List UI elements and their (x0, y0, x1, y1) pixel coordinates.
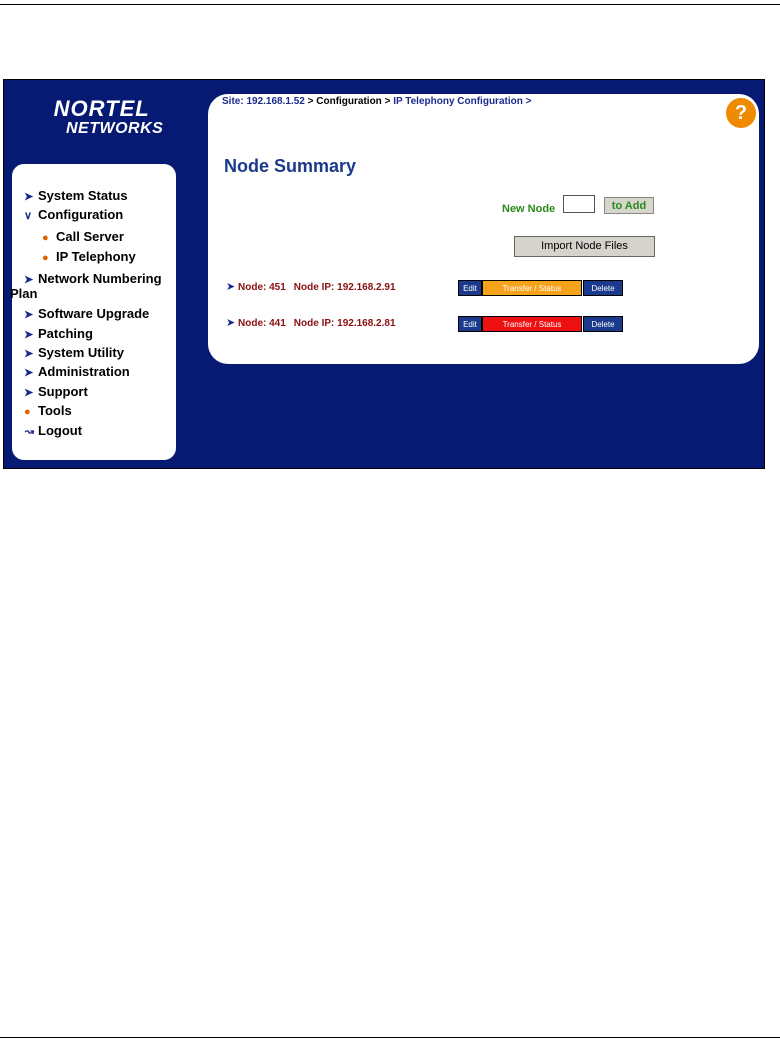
bullet-dot-icon: ● (42, 252, 49, 264)
transfer-status-button[interactable]: Transfer / Status (482, 316, 582, 332)
sidebar-item-system-status[interactable] (24, 188, 128, 203)
sidebar-item-patching[interactable] (24, 326, 93, 341)
sidebar-item-label: Patching (38, 326, 93, 341)
transfer-status-button[interactable]: Transfer / Status (482, 280, 582, 296)
sidebar-item-label: System Utility (38, 345, 124, 360)
node-info (238, 282, 396, 293)
sidebar-item-software-upgrade[interactable] (24, 306, 149, 321)
sidebar-item-call-server[interactable] (42, 229, 124, 244)
page-bottom-rule (0, 1037, 780, 1038)
sidebar-item-label: Software Upgrade (38, 306, 150, 321)
arrow-right-icon: ➤ (24, 274, 34, 286)
bullet-dot-icon: ● (24, 406, 31, 418)
new-node-input[interactable] (563, 195, 595, 213)
sidebar-nav (12, 164, 176, 460)
sidebar-item-label: Call Server (56, 229, 124, 244)
page-title: Node Summary (224, 156, 357, 176)
new-node-label: New Node (502, 203, 556, 215)
sidebar-item-administration[interactable] (24, 364, 130, 379)
node-info (238, 318, 396, 329)
edit-button[interactable]: Edit (458, 280, 482, 296)
breadcrumb-sep: > (381, 96, 394, 107)
node-number: Node: 441 (238, 318, 286, 329)
logo-line2: NETWORKS (66, 120, 164, 137)
logout-icon: ↝ (24, 426, 34, 438)
sidebar-item-tools[interactable] (24, 403, 72, 418)
app-window (3, 79, 765, 469)
sidebar-item-system-utility[interactable] (24, 345, 124, 360)
chevron-down-icon: ∨ (24, 210, 33, 222)
help-icon[interactable]: ? (726, 98, 756, 128)
import-node-files-button[interactable]: Import Node Files (514, 236, 655, 257)
node-row (226, 316, 646, 332)
sidebar-item-label: Administration (38, 364, 130, 379)
sidebar-item-support[interactable] (24, 384, 88, 399)
delete-button[interactable]: Delete (583, 316, 623, 332)
main-content (208, 94, 759, 364)
sidebar-item-label: Tools (38, 403, 72, 418)
edit-button[interactable]: Edit (458, 316, 482, 332)
sidebar-item-label: System Status (38, 188, 128, 203)
arrow-right-icon: ➤ (24, 191, 34, 203)
sidebar-item-label: Configuration (38, 207, 124, 222)
sidebar-item-configuration[interactable] (24, 207, 123, 222)
breadcrumb-configuration[interactable]: Configuration (316, 96, 382, 107)
nortel-logo (40, 98, 163, 138)
arrow-right-icon: ➤ (24, 348, 34, 360)
arrow-right-icon: ➤ (24, 309, 34, 321)
node-ip: Node IP: 192.168.2.81 (293, 318, 396, 329)
arrow-right-icon: ➤ (24, 367, 34, 379)
delete-button[interactable]: Delete (583, 280, 623, 296)
arrow-right-icon: ➤ (24, 387, 34, 399)
breadcrumb-sep: > (304, 96, 317, 107)
breadcrumb-sep: > (522, 96, 532, 107)
breadcrumb-ip-telephony[interactable]: IP Telephony Configuration (393, 96, 523, 107)
arrow-right-icon: ➤ (24, 329, 34, 341)
page-top-rule (0, 4, 780, 5)
sidebar-item-network-numbering-plan[interactable] (10, 271, 162, 301)
breadcrumb (222, 96, 531, 107)
node-number: Node: 451 (238, 282, 286, 293)
sidebar-item-ip-telephony[interactable] (42, 249, 136, 264)
sidebar-item-label: IP Telephony (56, 249, 136, 264)
sidebar-item-logout[interactable] (24, 423, 82, 438)
node-row (226, 280, 646, 296)
arrow-right-icon: ➤ (226, 317, 236, 329)
breadcrumb-site[interactable]: Site: 192.168.1.52 (222, 96, 305, 107)
logo-line1: NORTEL (53, 96, 150, 121)
sidebar-item-label: Logout (38, 423, 83, 438)
add-node-button[interactable]: to Add (604, 197, 654, 214)
sidebar-item-label: Network Numbering (38, 271, 162, 286)
bullet-dot-icon: ● (42, 232, 49, 244)
arrow-right-icon: ➤ (226, 281, 236, 293)
sidebar-item-label-wrap: Plan (10, 286, 38, 301)
sidebar-item-label: Support (38, 384, 88, 399)
node-ip: Node IP: 192.168.2.91 (293, 282, 396, 293)
